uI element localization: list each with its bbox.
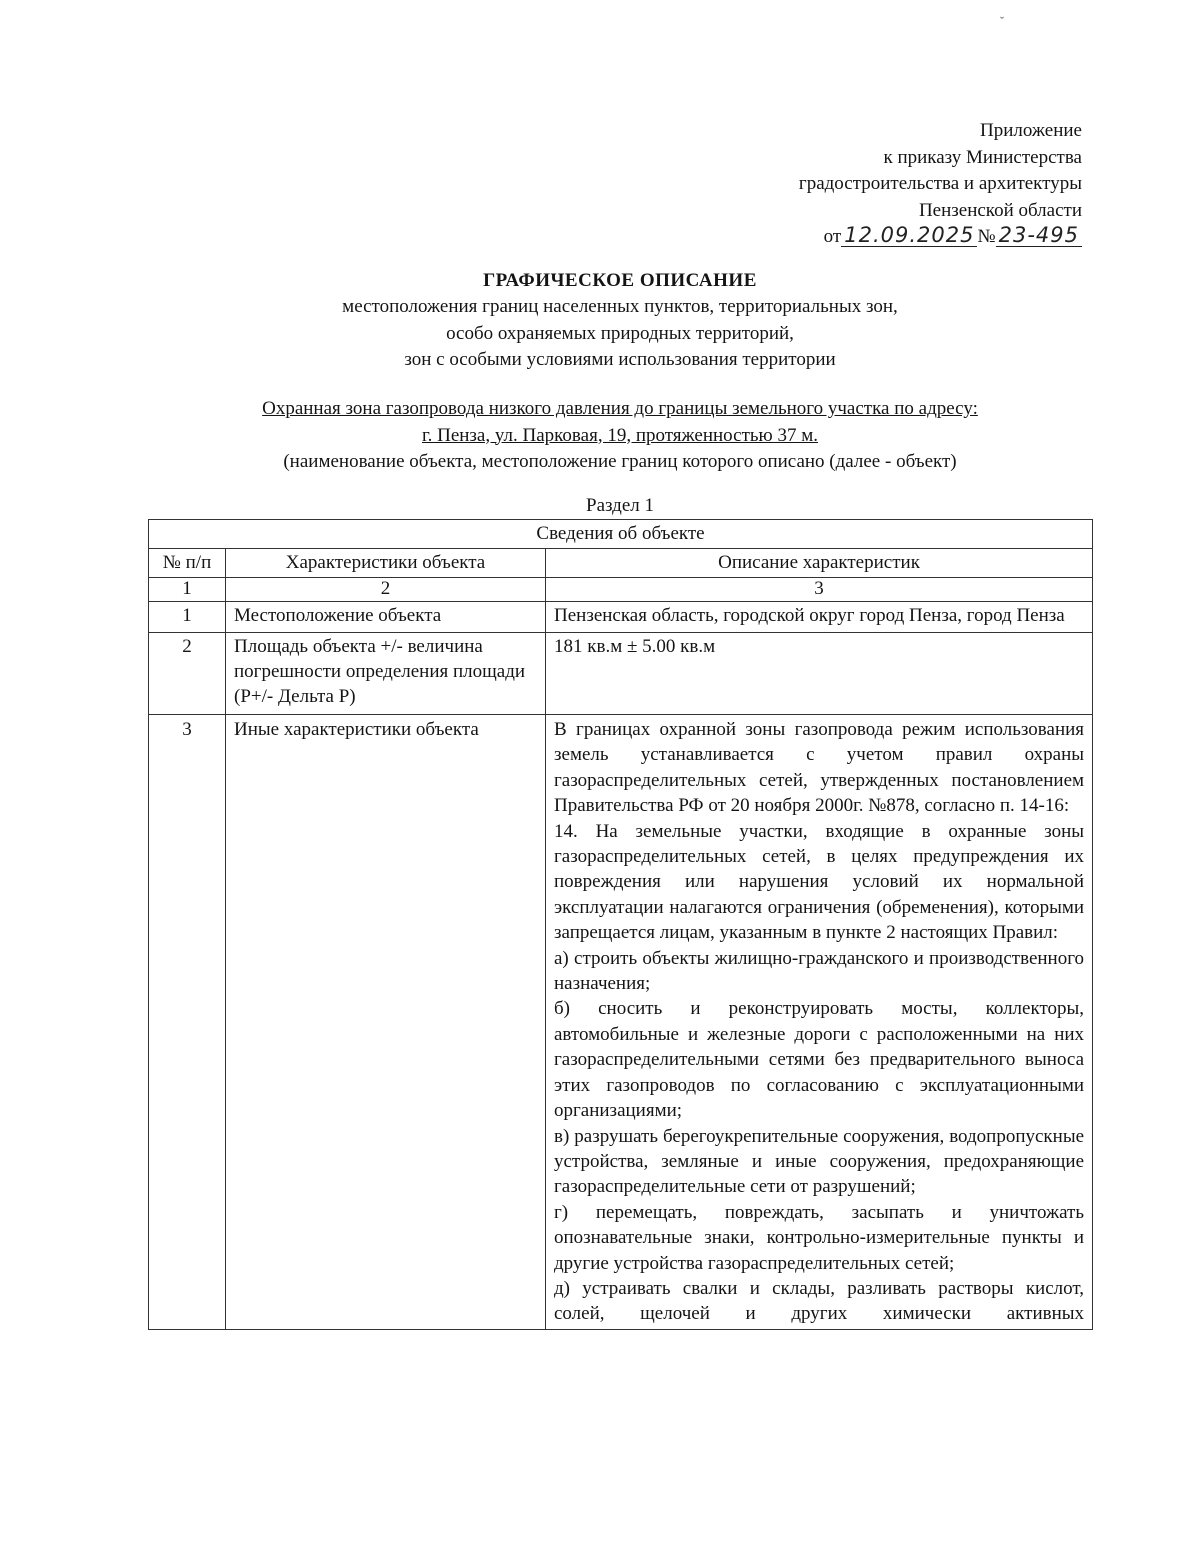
object-name-line-1: Охранная зона газопровода низкого давления до границы земельного участка по адресу: [262, 398, 978, 419]
header-description: Описание характеристик [546, 549, 1093, 578]
table-colnum-row [149, 578, 1093, 602]
table-row [149, 633, 1093, 715]
row-1-num: 1 [149, 602, 226, 633]
restriction-item-b: б) сносить и реконструировать мосты, коллекторы, автомобильные и железные дороги с расположенными на них газораспределительными сетями без предварительного выноса этих газопроводов по согласованию с эксплуатационными организациями; [554, 998, 1085, 1122]
scan-mark: ˇ [1000, 14, 1004, 28]
row-3-num: 3 [149, 715, 226, 1330]
approval-stamp [799, 118, 1082, 251]
handwritten-number: 23-495 [996, 224, 1082, 247]
approval-line-4: Пензенской области [918, 199, 1082, 221]
restriction-item-14: 14. На земельные участки, входящие в охранные зоны газораспределительных сетей, в целях предупреждения их повреждения или нарушения условий их нормальной эксплуатации налагаются ограничения (обременения), которыми запрещается лицам, указанным в пункте 2 настоящих Правил: [554, 820, 1085, 944]
table-header-row [149, 549, 1093, 578]
header-num: № п/п [149, 549, 226, 578]
restriction-item-v: в) разрушать берегоукрепительные сооружения, водопропускные устройства, земляные и иные сооружения, предохраняющие газораспределительные сети от разрушений; [554, 1125, 1085, 1198]
approval-date-line [799, 224, 1082, 251]
table-row [149, 715, 1093, 1330]
object-name-line-2: г. Пенза, ул. Парковая, 19, протяженностью 37 м. [421, 424, 819, 446]
subtitle-line-2: особо охраняемых природных территорий, [446, 322, 794, 344]
restriction-item-a: а) строить объекты жилищно-гражданского и производственного назначения; [554, 947, 1085, 995]
restriction-intro: В границах охранной зоны газопровода режим использования земель устанавливается с учетом правил охраны газораспределительных сетей, утвержденных постановлением Правительства РФ от 20 ноября 2000г. №878, согласно п. 14-16: [554, 719, 1085, 817]
table-row [149, 602, 1093, 633]
row-3-desc [546, 715, 1093, 1330]
approval-line-1: Приложение [980, 120, 1082, 141]
object-info-table [148, 519, 1093, 1330]
colnum-1: 1 [149, 578, 226, 602]
subtitle-line-3: зон с особыми условиями использования территории [404, 349, 836, 370]
date-prefix: от [823, 226, 842, 247]
row-3-name: Иные характеристики объекта [226, 715, 546, 1330]
restriction-item-g: г) перемещать, повреждать, засыпать и уничтожать опознавательные знаки, контрольно-измерительные пункты и другие устройства газораспределительных сетей; [554, 1201, 1085, 1274]
row-2-desc: 181 кв.м ± 5.00 кв.м [546, 633, 1093, 715]
approval-line-3: градостроительства и архитектуры [798, 173, 1082, 194]
table-caption-row [149, 520, 1093, 549]
object-name-hint: (наименование объекта, местоположение границ которого описано (далее - объект) [283, 451, 957, 472]
object-name-block [150, 396, 1090, 476]
handwritten-date: 12.09.2025 [841, 224, 977, 247]
number-prefix: № [977, 226, 996, 247]
approval-line-2: к приказу Министерства [883, 146, 1082, 168]
colnum-3: 3 [546, 578, 1093, 602]
title-block [150, 268, 1090, 374]
restriction-item-d: д) устраивать свалки и склады, разливать растворы кислот, солей, щелочей и других химически активных [554, 1277, 1085, 1325]
colnum-2: 2 [226, 578, 546, 602]
section-label: Раздел 1 [586, 495, 654, 516]
subtitle-line-1: местоположения границ населенных пунктов, территориальных зон, [342, 296, 898, 317]
row-1-name: Местоположение объекта [226, 602, 546, 633]
row-2-name: Площадь объекта +/- величина погрешности определения площади (P+/- Дельта P) [226, 633, 546, 715]
header-characteristic: Характеристики объекта [226, 549, 546, 578]
row-1-desc: Пензенская область, городской округ город Пенза, город Пенза [546, 602, 1093, 633]
document-title: ГРАФИЧЕСКОЕ ОПИСАНИЕ [483, 270, 757, 291]
table-caption: Сведения об объекте [149, 520, 1093, 549]
row-2-num: 2 [149, 633, 226, 715]
